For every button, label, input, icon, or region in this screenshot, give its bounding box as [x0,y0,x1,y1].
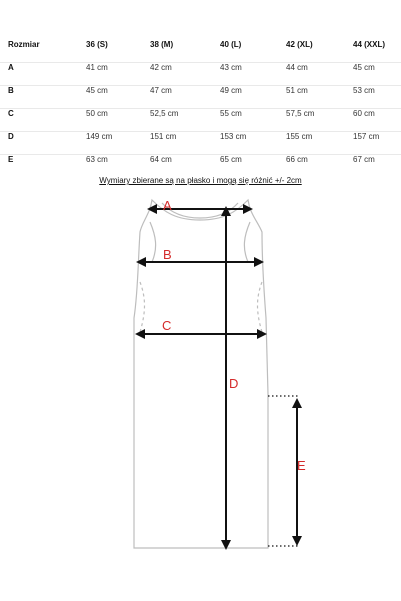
row-label-b: B [8,86,14,95]
size-table-header [0,40,401,63]
table-row [0,86,401,109]
table-cell: 55 cm [220,109,242,118]
table-cell: 63 cm [86,155,108,164]
table-row [0,63,401,86]
measurement-note: Wymiary zbierane są na płasko i mogą się różnić +/- 2cm [99,176,302,185]
table-cell: 149 cm [86,132,113,141]
table-cell: 57,5 cm [286,109,315,118]
header-size-xxl: 44 (XXL) [353,40,386,49]
table-row [0,109,401,132]
header-size-l: 40 (L) [220,40,242,49]
table-cell: 60 cm [353,109,375,118]
dress-body-outline [134,200,268,548]
label-a: A [163,198,172,213]
table-row [0,132,401,155]
dimension-arrows [137,208,297,548]
header-label: Rozmiar [8,40,40,49]
table-cell: 65 cm [220,155,242,164]
table-cell: 50 cm [86,109,108,118]
table-cell: 41 cm [86,63,108,72]
table-cell: 49 cm [220,86,242,95]
table-cell: 42 cm [150,63,172,72]
header-size-s: 36 (S) [86,40,108,49]
table-cell: 45 cm [353,63,375,72]
header-size-xl: 42 (XL) [286,40,313,49]
row-label-a: A [8,63,14,72]
table-cell: 66 cm [286,155,308,164]
table-cell: 44 cm [286,63,308,72]
header-size-m: 38 (M) [150,40,174,49]
label-c: C [162,318,172,333]
armhole-left [150,222,156,262]
table-cell: 47 cm [150,86,172,95]
table-cell: 151 cm [150,132,177,141]
table-cell: 43 cm [220,63,242,72]
table-cell: 67 cm [353,155,375,164]
slit-markers [268,396,298,546]
table-cell: 153 cm [220,132,247,141]
label-e: E [297,458,306,473]
table-cell: 155 cm [286,132,313,141]
dart-left [140,282,145,332]
row-label-d: D [8,132,14,141]
row-label-c: C [8,109,14,118]
label-b: B [163,247,172,262]
dart-right [258,282,263,332]
armhole-right [244,222,250,262]
label-d: D [229,376,239,391]
table-row [0,155,401,177]
dress-outline [134,200,268,548]
table-cell: 64 cm [150,155,172,164]
table-cell: 157 cm [353,132,380,141]
dress-diagram [0,190,401,601]
table-cell: 53 cm [353,86,375,95]
table-cell: 51 cm [286,86,308,95]
row-label-e: E [8,155,14,164]
table-cell: 52,5 cm [150,109,179,118]
table-cell: 45 cm [86,86,108,95]
